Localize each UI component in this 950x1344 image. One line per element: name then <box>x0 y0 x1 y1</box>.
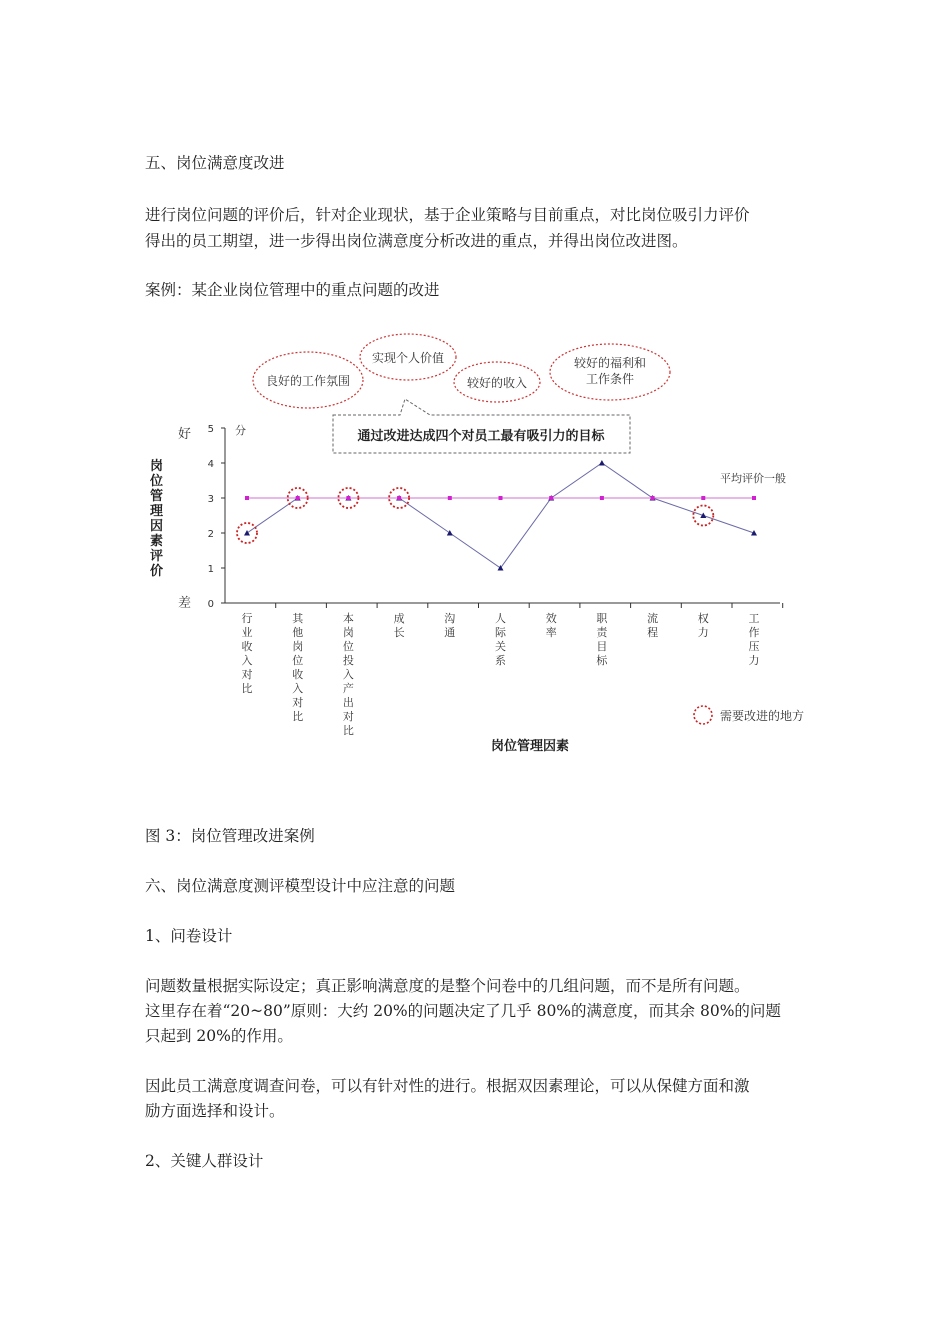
data-point <box>448 496 452 500</box>
subheading: 1、问卷设计 <box>145 927 233 945</box>
subheading: 2、关键人群设计 <box>145 1152 264 1170</box>
data-point <box>549 496 553 500</box>
legend-marker <box>694 706 712 724</box>
paragraph-line: 这里存在着“20~80”原则：大约 20%的问题决定了几乎 80%的满意度，而其余 80%的问题 <box>145 1002 781 1020</box>
paragraph-line: 励方面选择和设计。 <box>145 1102 285 1120</box>
data-point <box>599 460 605 466</box>
y-top-word: 好 <box>178 427 192 442</box>
callout-text: 良好的工作氛围 <box>265 374 351 388</box>
figure-caption: 图 3：岗位管理改进案例 <box>145 827 315 845</box>
data-point <box>346 496 350 500</box>
line-chart <box>140 330 840 770</box>
data-point <box>245 496 249 500</box>
data-point <box>600 496 604 500</box>
series-line <box>247 463 754 568</box>
data-point <box>499 496 503 500</box>
x-tick-label: 效率 <box>545 612 557 639</box>
section-heading: 六、岗位满意度测评模型设计中应注意的问题 <box>145 877 456 895</box>
x-tick-label: 成长 <box>393 612 405 639</box>
y-tick-label: 1 <box>207 564 214 575</box>
y-tick-label: 0 <box>207 599 214 610</box>
data-point <box>752 496 756 500</box>
paragraph-line: 因此员工满意度调查问卷，可以有针对性的进行。根据双因素理论，可以从保健方面和激 <box>145 1077 750 1095</box>
y-tick-label: 3 <box>207 494 214 505</box>
y-tick-label: 2 <box>207 529 214 540</box>
paragraph-line: 得出的员工期望，进一步得出岗位满意度分析改进的重点，并得出岗位改进图。 <box>145 232 688 250</box>
goal-box <box>333 399 630 453</box>
callout-text: 较好的福利和 <box>573 356 647 370</box>
y-unit: 分 <box>235 424 246 437</box>
legend-label: 需要改进的地方 <box>720 709 805 723</box>
x-tick-label: 其他岗位收入对比 <box>292 612 304 723</box>
data-point <box>701 496 705 500</box>
x-tick-label: 本岗位投入产出对比 <box>342 612 354 737</box>
y-bottom-word: 差 <box>178 596 192 611</box>
x-tick-label: 行业收入对比 <box>241 612 253 695</box>
x-tick-label: 沟通 <box>444 612 456 639</box>
callout-text: 较好的收入 <box>466 376 528 390</box>
x-tick-label: 人际关系 <box>495 612 506 667</box>
data-point <box>296 496 300 500</box>
case-title: 案例：某企业岗位管理中的重点问题的改进 <box>145 281 440 299</box>
paragraph-line: 进行岗位问题的评价后，针对企业现状，基于企业策略与目前重点，对比岗位吸引力评价 <box>145 206 750 224</box>
paragraph-line: 只起到 20%的作用。 <box>145 1027 293 1045</box>
y-tick-label: 5 <box>207 424 214 435</box>
x-tick-label: 流程 <box>647 612 659 639</box>
series-label: 平均评价一般 <box>720 472 786 485</box>
data-point <box>397 496 401 500</box>
data-point <box>651 496 655 500</box>
callout-text: 实现个人价值 <box>371 351 445 365</box>
paragraph-line: 问题数量根据实际设定；真正影响满意度的是整个问卷中的几组问题，而不是所有问题。 <box>145 977 750 995</box>
improvement-figure <box>140 330 840 770</box>
x-tick-label: 工作压力 <box>748 612 760 667</box>
x-tick-label: 权力 <box>697 612 709 639</box>
data-point <box>244 530 250 536</box>
y-axis-title: 岗位管理因素评价 <box>150 459 164 579</box>
goal-text: 通过改进达成四个对员工最有吸引力的目标 <box>357 429 605 444</box>
x-axis-title: 岗位管理因素 <box>490 739 570 754</box>
callout-text: 工作条件 <box>585 372 635 386</box>
section-heading: 五、岗位满意度改进 <box>145 154 285 172</box>
y-tick-label: 4 <box>207 459 214 470</box>
data-point <box>447 530 453 536</box>
x-tick-label: 职责目标 <box>596 612 608 667</box>
